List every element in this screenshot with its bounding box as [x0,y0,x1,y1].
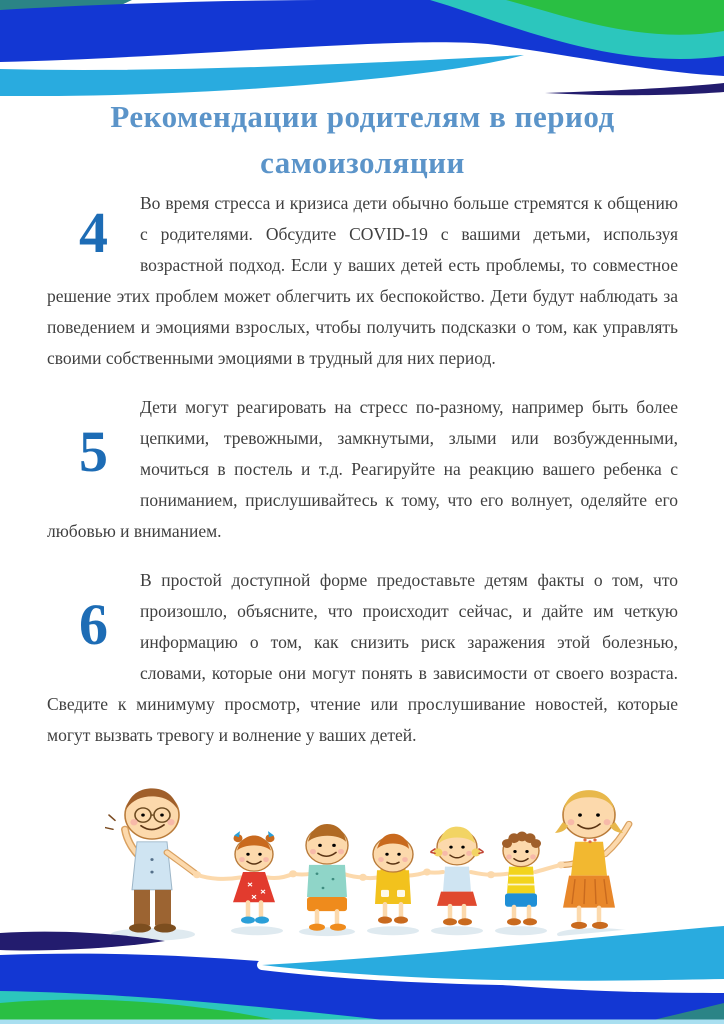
advice-text-6: В простой доступной форме предоставьте детям факты о том, что произошло, объясните, что происходит сейчас, и дайте им четкую информацию о том, как снизить риск заражения этой болезнью, словами, которые они могут понять в зависимости от своего возраста. Сведите к минимуму просмотр, чтение или прослушивание новостей, которые могут вызвать тревогу и волнение у ваших детей. [47,570,678,745]
mother-figure [555,790,629,929]
advice-text-4: Во время стресса и кризиса дети обычно больше стремятся к общению с родителями. Обсудите COVID-19 с вашими детьми, используя возрастной подход. Если у ваших детей есть проблемы, то совместное решение этих проблем может облегчить их беспокойство. Дети будут наблюдать за поведением и эмоциями взрослых, чтобы получить подсказки о том, как управлять своими собственными эмоциями в трудный для них период. [47,193,678,368]
child-figure-2 [289,824,363,931]
advice-number-6: 6 [79,592,108,657]
advice-item-4 [47,188,678,374]
bottom-edge-strip [0,1020,724,1024]
advice-item-5 [47,392,678,547]
advice-text-5: Дети могут реагировать на стресс по-разному, например быть более цепкими, тревожными, замкнутыми, злыми или возбужденными, мочиться в постель и т.д. Реагируйте на реакцию вашего ребенка с пониманием, прислушивайтесь к тому, что его волнует, оделяйте его любовью и вниманием. [47,397,678,541]
father-figure [105,788,197,932]
family-illustration [105,767,645,945]
ground-shadows [111,926,637,940]
advice-number-4: 4 [79,200,108,265]
child-figure-3 [359,834,427,924]
advice-number-5: 5 [79,419,108,484]
child-figure-4 [423,827,491,926]
page-title: Рекомендации родителям в период самоизоляции [110,99,615,180]
advice-item-6 [47,565,678,751]
child-figure-5 [487,832,561,926]
child-figure-1 [193,831,293,924]
